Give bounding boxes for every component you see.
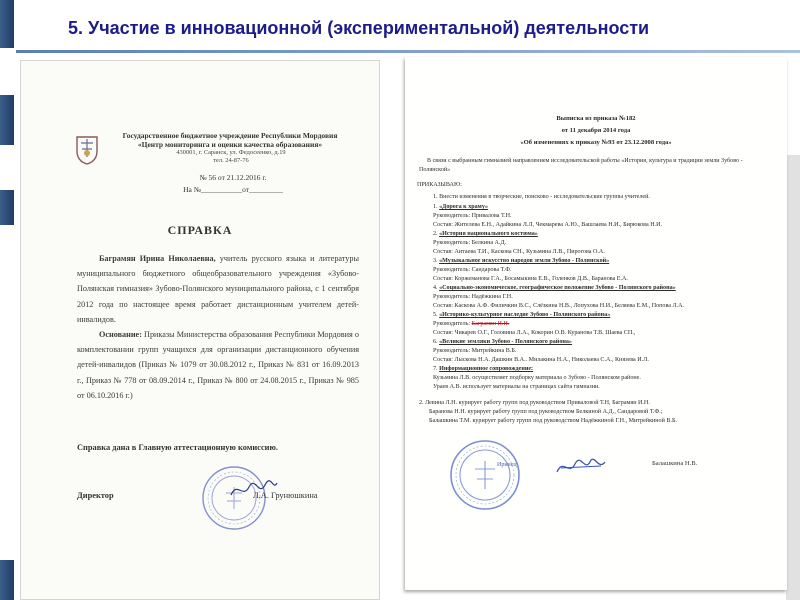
group-2-members: Состав: Аитаева Т.И., Каскова СН., Кузьмина Л.В., Пирогова О.А. xyxy=(433,249,605,255)
body-text: учитель русского языка и литературы муниципального бюджетного общеобразовательного учреждения «Зубово-Полянская гимназия» Зубово-Полянского муниципального района, с 1 сентября 2012 года по настоящее время работает дистанционным учителем детей-инвалидов. xyxy=(77,254,359,324)
group-2-number: 2. xyxy=(433,231,440,237)
slide-title: 5. Участие в инновационной (экспериментальной) деятельности xyxy=(68,18,650,38)
title-underline xyxy=(16,50,800,53)
group-4-members: Состав: Каскова А.Ф. Филичкин В.С., Слёзкина Н.В., Лопухова Н.И., Беляева Е.М., Попова Л.А. xyxy=(433,303,685,309)
address-line-2: тел. 24-87-76 xyxy=(213,157,249,164)
order-heading-3: «Об изменениях к приказу №93 от 23.12.2008 года» xyxy=(520,139,672,146)
item-2-number: 2. xyxy=(419,400,426,406)
org-line-2: «Центр мониторинга и оценки качества образования» xyxy=(137,140,323,149)
certificate-document xyxy=(20,60,380,600)
group-5-members: Состав: Чикарев О.Г., Головина Л.А., Кокорин О.В. Куранова Т.В. Шаева СП., xyxy=(433,330,636,336)
group-4-number: 4. xyxy=(433,285,440,291)
left-accent-bar-3 xyxy=(0,190,14,225)
group-1-name: «Дорога к храму» xyxy=(439,204,489,210)
stamp-caption: Иринец xyxy=(497,462,517,468)
item-2-text-a: Левина Л.Н. курирует работу групп под руководством Приваловой Т.Н, Баграмян И.Н. xyxy=(425,400,650,406)
group-1-lead: Руководитель: Привалова Т.Н. xyxy=(433,213,512,219)
group-3-members: Состав: Коржеманова Г.А., Босамыкина Е.В., Голенков Д.В., Баранова Е.А. xyxy=(433,276,628,282)
left-accent-bar-1 xyxy=(0,0,14,48)
round-stamp-icon xyxy=(447,437,523,513)
certificate-basis xyxy=(77,327,359,403)
registration-number: № 56 от 21.12.2016 г. xyxy=(199,173,267,182)
group-6-name: «Великие земляки Зубово - Полянского района» xyxy=(439,339,572,345)
group-3-number: 3. xyxy=(433,258,440,264)
group-5-name: «Историко-культурное наследие Зубово - Полянского района» xyxy=(439,312,611,318)
org-address xyxy=(121,149,341,165)
basis-label: Основание: xyxy=(99,330,142,339)
org-line-1: Государственное бюджетное учреждение Республики Мордовия xyxy=(122,131,338,140)
order-item-2c: Балашкина Т.М. курирует работу групп под руководством Надёжкиной Г.Н., Митрейкиной В.Б. xyxy=(429,418,677,424)
group-2-name: «История национального костюма» xyxy=(439,231,538,237)
group-7-number: 7. xyxy=(433,366,440,372)
order-intro: В связи с выбранным гимназией направлением исследовательской работы «История, культура и традиции земли Зубово - Полянской» xyxy=(419,158,743,173)
address-line-1: 430001, г. Саранск, ул. Федосеенко, д.19 xyxy=(176,149,286,156)
order-item-2b: Баранова Н.Н. курирует работу групп под руководством Белкиной А.Д., Сандаровой Т.Ф.; xyxy=(429,409,663,415)
left-accent-bar-2 xyxy=(0,95,14,145)
group-2-lead: Руководитель: Белкина А.Д. xyxy=(433,240,507,246)
order-command: ПРИКАЗЫВАЮ: xyxy=(417,182,462,188)
group-6-members: Состав: Лыскова Н.А. Дашкин В.А.. Милакина Н.А., Николаева С.А., Князева И.Л. xyxy=(433,357,649,363)
certificate-title: СПРАВКА xyxy=(167,223,233,237)
basis-text: Приказы Министерства образования Республики Мордовия о комплектовании групп учащихся для организации дистанционного обучения детей-инвалидов (Приказ № 1079 от 30.08.2012 г., Приказ № 831 от 16.09.2013 г., Приказ № 778 от 08.09.2014 г., Приказ № 800 от 24.08.2015 г., Приказ № 985 от 06.10.2016 г.) xyxy=(77,330,359,400)
order-item-1: 1. Внести изменения в творческие, поисково - исследовательские группы учителей. xyxy=(433,194,650,200)
order-heading-2: от 11 декабря 2014 года xyxy=(561,127,631,134)
group-4-lead: Руководитель: Надёжкина Г.Н. xyxy=(433,294,513,300)
coat-of-arms-icon xyxy=(73,133,101,165)
certificate-given-to: Справка дана в Главную аттестационную комиссию. xyxy=(77,443,279,452)
group-1-number: 1. xyxy=(433,204,440,210)
group-7-line-2: Ураев А.В. использует материалы на страницах сайта гимназии. xyxy=(433,384,600,390)
signer-role: Директор xyxy=(77,491,114,500)
teacher-name: Баграмян Ирина Николаевна, xyxy=(99,254,216,263)
group-6-number: 6. xyxy=(433,339,440,345)
group-5-lead-label: Руководитель: xyxy=(433,321,472,327)
certificate-body xyxy=(77,251,359,327)
group-5-lead-name: Баграмян И.Н. xyxy=(471,321,510,327)
left-accent-bar-4 xyxy=(0,560,14,600)
group-6-lead: Руководитель: Митрейкина В.Б. xyxy=(433,348,517,354)
group-3-name: «Музыкальное искусство народов земли Зубово - Полянской» xyxy=(439,258,610,264)
group-3-lead: Руководитель: Сандарова Т.Ф. xyxy=(433,267,512,273)
right-side-panel xyxy=(786,155,800,600)
order-signer-name: Балашкина Н.В. xyxy=(652,460,698,467)
group-1-members: Состав: Жителева Е.Н., Адайкина Л.Л, Чекмарева А.Ю., Вашлаева Н.И., Бирюкова Н.И. xyxy=(433,222,663,228)
group-4-name: «Социально-экономическое, географическое положение Зубово - Полянского района» xyxy=(439,285,676,291)
group-5-number: 5. xyxy=(433,312,440,318)
signature-icon xyxy=(553,452,609,480)
signer-name: Л.А. Грунюшкина xyxy=(253,491,318,500)
group-7-name: Информационное сопровождение: xyxy=(439,366,534,372)
org-name xyxy=(115,131,345,149)
request-number: На №___________от_________ xyxy=(183,185,283,194)
order-heading-1: Выписка из приказа №182 xyxy=(556,115,636,122)
group-7-line-1: Кузьмина Л.В. осуществляет подборку материала о Зубово - Полянском районе. xyxy=(433,375,641,381)
order-extract-document xyxy=(405,57,787,590)
